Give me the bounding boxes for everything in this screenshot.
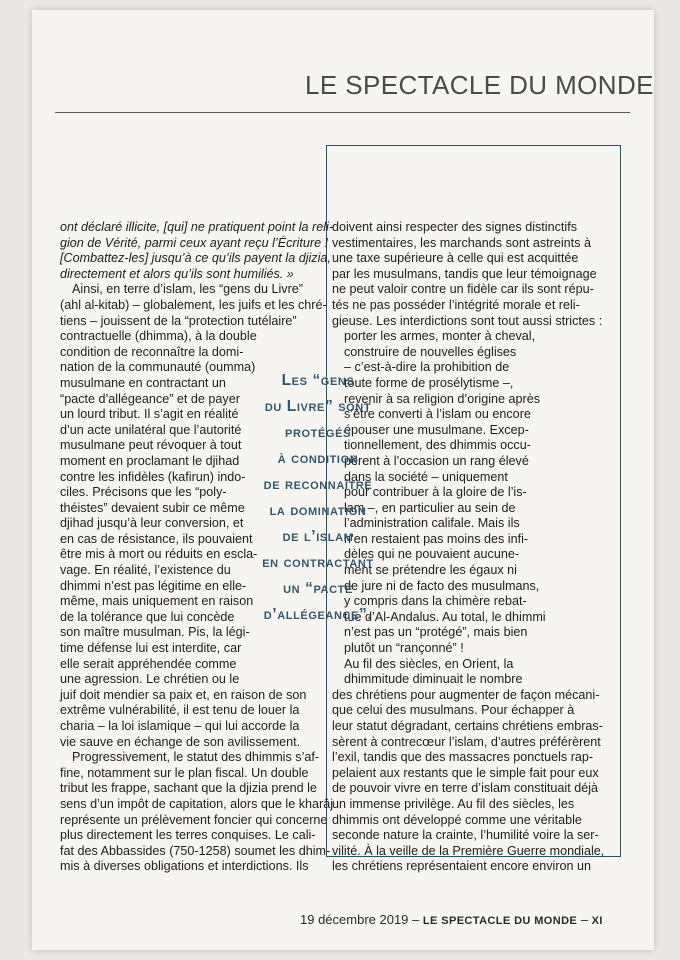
text-line: gion de Vérité, parmi ceux ayant reçu l’Écriture ! (60, 235, 329, 250)
text-line: tiens – jouissent de la “protection tutélaire” (60, 313, 297, 328)
text-line: épouser une musulmane. Excep- (344, 422, 529, 437)
text-line: être mis à mort ou réduits en escla- (60, 547, 258, 562)
text-line: tribut les frappe, sachant que la djizia prend le (60, 781, 317, 796)
page-footer (300, 912, 620, 927)
text-line: par les musulmans, tandis que leur témoignage (332, 266, 597, 281)
text-line: condition de reconnaître la domi- (60, 344, 244, 359)
text-line: pelaient aux restants que le simple fait pour eux (332, 765, 599, 780)
footer-brand: LE SPECTACLE DU MONDE (422, 915, 578, 927)
text-line: musulmane en contractant un (60, 375, 226, 390)
text-line: sens d’un impôt de capitation, alors que le kharâj (60, 796, 334, 811)
text-line: dans la société – uniquement (344, 469, 508, 484)
text-line: extrême vulnérabilité, il est tenu de louer la (60, 703, 300, 718)
text-line: dèles qui ne pouvaient aucune- (344, 547, 520, 562)
pullquote (248, 368, 388, 628)
text-line: vie sauve en échange de son avilissement. (60, 734, 301, 749)
text-line: pour contribuer à la gloire de l’is- (344, 485, 527, 500)
pullquote-line: la domination (269, 502, 367, 519)
pullquote-line: du Livre” sont (264, 398, 372, 415)
text-line: doivent ainsi respecter des signes distinctifs (332, 220, 578, 234)
footer-separator: – (580, 912, 589, 927)
text-line: plutôt un “rançonné” ! (344, 641, 464, 656)
text-line: time défense lui est interdite, car (60, 641, 242, 656)
text-line: revenir à sa religion d’origine après (344, 391, 541, 406)
pullquote-line: à condition (277, 450, 359, 467)
text-line: elle serait appréhendée comme (60, 656, 237, 671)
text-line: (ahl al-kitab) – globalement, les juifs et les chré- (60, 297, 327, 312)
text-line: directement et alors qu’ils sont humiliés. » (60, 266, 294, 281)
text-line: lam –, en particulier au sein de (344, 500, 516, 515)
text-line: nation de la communauté (oumma) (60, 360, 256, 375)
pullquote-line: d’allégeance”. (263, 606, 373, 623)
text-line: fat des Abbassides (750-1258) soumet les dhim- (60, 843, 331, 858)
text-line: vestimentaires, les marchands sont astreints à (332, 235, 591, 250)
text-line: l’exil, tandis que des massacres ponctuels rap- (332, 750, 594, 765)
text-line: tés ne pas posséder l’intégrité morale et reli- (332, 297, 580, 312)
text-line: djihad jusqu’à leur conversion, et (60, 516, 244, 531)
text-line: même, mais uniquement en raison (60, 594, 254, 609)
text-line: plus directement les terres conquises. Le cali- (60, 828, 316, 843)
text-line: tue d’Al-Andalus. Au total, le dhimmi (344, 609, 546, 624)
text-line: tionnellement, des dhimmis occu- (344, 438, 531, 453)
text-line: de jure ni de facto des musulmans, (344, 578, 540, 593)
text-line: une agression. Le chrétien ou le (60, 672, 240, 687)
text-line: dhimmi n’est pas légitime en elle- (60, 578, 247, 593)
text-line: que celui des musulmans. Pour échapper à (332, 703, 575, 718)
text-line: moment en proclamant le djihad (60, 453, 240, 468)
text-line: Progressivement, le statut des dhimmis s’af- (72, 750, 320, 765)
text-line: théistes” devaient subir ce même (60, 500, 245, 515)
text-line: [Combattez-les] jusqu’à ce qu’ils payent la djizia, (60, 251, 331, 266)
text-line: – c’est-à-dire la prohibition de (344, 360, 510, 375)
header-rule (55, 112, 630, 113)
text-line: d’un acte unilatéral que l’autorité (60, 422, 242, 437)
text-line: Au fil des siècles, en Orient, la (344, 656, 514, 671)
text-line: représente un prélèvement foncier qui concerne (60, 812, 328, 827)
text-line: dhimmitude diminuait le nombre (344, 672, 523, 687)
text-line: un immense privilège. Au fil des siècles, les (332, 796, 575, 811)
text-line: juif doit mendier sa paix et, en raison de son (60, 687, 307, 702)
text-line: musulmane peut révoquer à tout (60, 438, 242, 453)
text-line: construire de nouvelles églises (344, 344, 517, 359)
text-line: fine, notamment sur le plan fiscal. Un double (60, 765, 309, 780)
text-line: sèrent à contrecœur l’islam, d’autres préférèrent (332, 734, 601, 749)
text-line: contractuelle (dhimma), à la double (60, 329, 257, 344)
text-line: charia – la loi islamique – qui lui accorde la (60, 719, 300, 733)
text-line: son maître musulman. Pis, la légi- (60, 625, 250, 640)
text-line: ne peut valoir contre un fidèle car ils sont répu- (332, 282, 594, 297)
text-line: ciles. Précisons que les “poly- (60, 485, 227, 500)
text-line: n’est pas un “protégé”, mais bien (344, 625, 528, 640)
text-line: n’en restaient pas moins des infi- (344, 531, 529, 546)
text-line: leur statut dégradant, certains chrétiens embras- (332, 719, 603, 733)
pullquote-line: un “pacte (283, 580, 353, 597)
text-line: toute forme de prosélytisme –, (344, 375, 514, 390)
text-line: un lourd tribut. Il s’agit en réalité (60, 407, 239, 422)
text-line: des chrétiens pour augmenter de façon mécani- (332, 687, 600, 702)
text-line: Ainsi, en terre d’islam, les “gens du Livre” (72, 282, 303, 297)
text-line: une taxe supérieure à celle qui est acquittée (332, 251, 579, 266)
issue-date: 19 décembre 2019 (300, 912, 409, 927)
text-line: y compris dans la chimère rebat- (344, 594, 527, 609)
pullquote-line: Les “gens (281, 372, 355, 389)
page-number: XI (591, 915, 603, 927)
pullquote-line: en contractant (262, 554, 374, 571)
pullquote-line: de l’islam (282, 528, 354, 545)
text-line: seconde nature la crainte, l’humilité voire la ser- (332, 828, 599, 843)
text-line: contre les infidèles (kafirun) indo- (60, 469, 246, 484)
text-line: “pacte d’allégeance” et de payer (60, 391, 240, 406)
masthead-title: LE SPECTACLE DU MONDE (305, 70, 654, 100)
text-line: vilité. À la veille de la Première Guerre mondiale, (332, 843, 605, 858)
text-line: ont déclaré illicite, [qui] ne pratiquent point la reli- (60, 220, 334, 234)
footer-separator: – (412, 912, 420, 927)
text-line: de la tolérance que lui concède (60, 609, 235, 624)
text-line: porter les armes, monter à cheval, (344, 329, 536, 344)
text-line: de pouvoir vivre en terre d’islam constituait déjà (332, 781, 598, 796)
text-line: dhimmis ont développé comme une véritable (332, 812, 582, 827)
text-line: mis à diverses obligations et interdictions. Ils (60, 859, 309, 874)
pullquote-line: de reconnaître (263, 476, 373, 493)
text-line: ment se prétendre les égaux ni (344, 563, 517, 578)
text-line: gieuse. Les interdictions sont tout aussi strictes : (332, 313, 603, 328)
text-line: pèrent à l’occasion un rang élevé (344, 453, 529, 468)
text-line: l’administration califale. Mais ils (344, 516, 520, 531)
text-line: en cas de résistance, ils pouvaient (60, 531, 253, 546)
text-line: s’être converti à l’islam ou encore (344, 407, 531, 422)
text-line: vage. En réalité, l’existence du (60, 563, 231, 578)
pullquote-line: protégés (285, 424, 351, 441)
text-line: les chrétiens représentaient encore environ un (332, 859, 592, 874)
